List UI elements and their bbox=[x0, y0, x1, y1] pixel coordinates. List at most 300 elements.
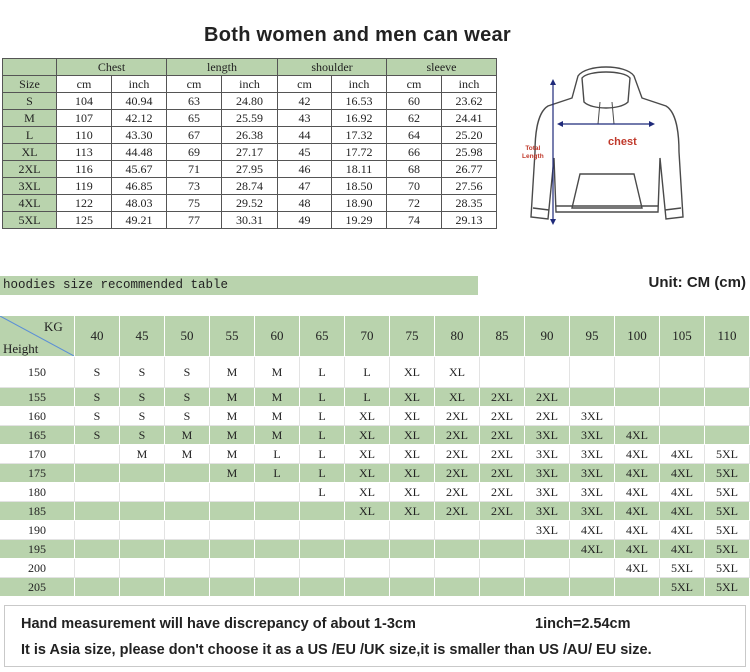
recommended-size-cell: 4XL bbox=[660, 521, 705, 540]
unit-header-cell: inch bbox=[112, 76, 167, 93]
measurement-cell: 23.62 bbox=[442, 93, 497, 110]
recommended-size-cell: M bbox=[210, 388, 255, 407]
recommended-size-cell bbox=[75, 578, 120, 597]
recommended-size-cell: XL bbox=[345, 426, 390, 445]
recommended-size-cell: 2XL bbox=[435, 502, 480, 521]
height-label: Height bbox=[3, 341, 39, 356]
size-row bbox=[3, 93, 497, 110]
unit-header-cell: cm bbox=[387, 76, 442, 93]
recommended-size-cell bbox=[390, 540, 435, 559]
recommended-size-cell: 2XL bbox=[435, 445, 480, 464]
weight-header-cell: 95 bbox=[570, 316, 615, 357]
recommended-size-cell: 4XL bbox=[615, 559, 660, 578]
kg-height-corner bbox=[0, 316, 75, 357]
size-label-cell: 4XL bbox=[3, 195, 57, 212]
recommended-size-cell bbox=[615, 357, 660, 388]
recommended-size-cell: 3XL bbox=[525, 464, 570, 483]
inch-conversion-note: 1inch=2.54cm bbox=[535, 616, 631, 632]
recommended-size-cell: 3XL bbox=[570, 464, 615, 483]
height-cell: 150 bbox=[0, 357, 75, 388]
recommended-size-cell bbox=[75, 559, 120, 578]
measurement-cell: 43.30 bbox=[112, 127, 167, 144]
height-row bbox=[0, 502, 750, 521]
measurement-cell: 69 bbox=[167, 144, 222, 161]
measurement-cell: 25.20 bbox=[442, 127, 497, 144]
recommended-size-cell bbox=[705, 357, 750, 388]
height-row bbox=[0, 445, 750, 464]
recommended-size-cell bbox=[120, 483, 165, 502]
recommended-size-cell: 3XL bbox=[525, 521, 570, 540]
measurement-cell: 18.90 bbox=[332, 195, 387, 212]
recommended-size-cell bbox=[75, 464, 120, 483]
recommended-size-cell bbox=[255, 578, 300, 597]
recommended-size-cell bbox=[210, 483, 255, 502]
weight-header-cell: 55 bbox=[210, 316, 255, 357]
group-chest: Chest bbox=[57, 59, 167, 76]
height-cell: 180 bbox=[0, 483, 75, 502]
recommended-size-cell: M bbox=[255, 407, 300, 426]
height-cell: 190 bbox=[0, 521, 75, 540]
recommended-size-cell: XL bbox=[435, 357, 480, 388]
recommended-size-cell: XL bbox=[345, 407, 390, 426]
measurement-cell: 48 bbox=[278, 195, 332, 212]
recommended-size-cell: 4XL bbox=[570, 521, 615, 540]
recommended-size-cell: M bbox=[255, 357, 300, 388]
recommended-size-cell: XL bbox=[345, 445, 390, 464]
measurement-cell: 18.11 bbox=[332, 161, 387, 178]
recommended-size-cell bbox=[300, 521, 345, 540]
total-length-label-line1: Total bbox=[525, 145, 541, 152]
measurement-cell: 70 bbox=[387, 178, 442, 195]
size-row bbox=[3, 212, 497, 229]
recommended-size-cell bbox=[345, 578, 390, 597]
recommended-size-cell bbox=[480, 559, 525, 578]
recommended-size-cell bbox=[165, 464, 210, 483]
size-label-cell: 5XL bbox=[3, 212, 57, 229]
recommended-size-cell bbox=[705, 407, 750, 426]
measurement-cell: 18.50 bbox=[332, 178, 387, 195]
recommended-size-cell bbox=[660, 388, 705, 407]
recommended-size-cell bbox=[435, 559, 480, 578]
recommended-size-cell: M bbox=[210, 407, 255, 426]
recommended-size-cell: 4XL bbox=[660, 464, 705, 483]
recommended-size-cell: 4XL bbox=[615, 483, 660, 502]
recommended-size-cell bbox=[525, 559, 570, 578]
total-length-label-line2: Length bbox=[522, 153, 544, 160]
recommended-size-cell bbox=[390, 521, 435, 540]
measurement-cell: 45 bbox=[278, 144, 332, 161]
height-cell: 185 bbox=[0, 502, 75, 521]
recommended-size-cell: 4XL bbox=[615, 540, 660, 559]
height-row bbox=[0, 540, 750, 559]
measurement-cell: 62 bbox=[387, 110, 442, 127]
recommended-size-cell: 2XL bbox=[435, 407, 480, 426]
measurement-cell: 42 bbox=[278, 93, 332, 110]
group-length: length bbox=[167, 59, 278, 76]
recommended-size-cell: 5XL bbox=[705, 559, 750, 578]
recommended-size-cell: 3XL bbox=[570, 407, 615, 426]
recommended-size-cell: 2XL bbox=[480, 407, 525, 426]
recommended-size-cell bbox=[255, 521, 300, 540]
measurement-cell: 125 bbox=[57, 212, 112, 229]
weight-header-cell: 50 bbox=[165, 316, 210, 357]
recommended-size-cell: M bbox=[255, 388, 300, 407]
measurement-cell: 16.53 bbox=[332, 93, 387, 110]
height-cell: 160 bbox=[0, 407, 75, 426]
recommended-size-cell: L bbox=[300, 407, 345, 426]
measurement-cell: 73 bbox=[167, 178, 222, 195]
recommended-size-cell bbox=[435, 540, 480, 559]
measurement-cell: 65 bbox=[167, 110, 222, 127]
measurement-cell: 44.48 bbox=[112, 144, 167, 161]
recommended-size-cell: S bbox=[120, 407, 165, 426]
measurement-cell: 43 bbox=[278, 110, 332, 127]
height-cell: 200 bbox=[0, 559, 75, 578]
recommended-size-cell: 2XL bbox=[480, 388, 525, 407]
recommended-size-cell: L bbox=[345, 357, 390, 388]
recommended-size-cell bbox=[120, 559, 165, 578]
size-table-unit-header bbox=[3, 76, 497, 93]
size-row bbox=[3, 161, 497, 178]
measurement-cell: 107 bbox=[57, 110, 112, 127]
recommended-size-cell: 3XL bbox=[570, 426, 615, 445]
recommended-size-cell: XL bbox=[390, 407, 435, 426]
recommended-size-cell bbox=[165, 559, 210, 578]
measurement-cell: 26.77 bbox=[442, 161, 497, 178]
recommended-size-cell bbox=[480, 357, 525, 388]
recommended-size-cell: 4XL bbox=[615, 445, 660, 464]
recommended-size-cell bbox=[120, 502, 165, 521]
recommended-size-cell: 5XL bbox=[660, 578, 705, 597]
recommended-size-cell bbox=[660, 357, 705, 388]
recommended-size-cell bbox=[165, 578, 210, 597]
recommended-size-cell: 4XL bbox=[615, 502, 660, 521]
recommended-size-cell: S bbox=[75, 357, 120, 388]
measurement-cell: 42.12 bbox=[112, 110, 167, 127]
recommended-size-cell: L bbox=[300, 483, 345, 502]
recommended-size-cell: XL bbox=[390, 464, 435, 483]
recommended-size-cell bbox=[615, 407, 660, 426]
recommended-size-cell: L bbox=[300, 445, 345, 464]
height-row bbox=[0, 483, 750, 502]
size-row bbox=[3, 144, 497, 161]
recommended-size-cell: 5XL bbox=[705, 578, 750, 597]
height-row bbox=[0, 407, 750, 426]
measurement-cell: 24.41 bbox=[442, 110, 497, 127]
measurement-cell: 49.21 bbox=[112, 212, 167, 229]
chest-label: chest bbox=[608, 136, 637, 148]
measurement-cell: 40.94 bbox=[112, 93, 167, 110]
recommended-size-cell bbox=[300, 540, 345, 559]
recommended-size-cell: 4XL bbox=[660, 540, 705, 559]
size-label-cell: 3XL bbox=[3, 178, 57, 195]
recommended-size-cell: 4XL bbox=[570, 540, 615, 559]
recommended-size-cell bbox=[210, 521, 255, 540]
size-row bbox=[3, 178, 497, 195]
recommended-size-cell bbox=[435, 521, 480, 540]
measurement-cell: 46.85 bbox=[112, 178, 167, 195]
measurement-cell: 75 bbox=[167, 195, 222, 212]
weight-header-cell: 70 bbox=[345, 316, 390, 357]
measurement-cell: 60 bbox=[387, 93, 442, 110]
measurement-cell: 46 bbox=[278, 161, 332, 178]
recommended-size-cell bbox=[345, 521, 390, 540]
recommended-size-cell bbox=[210, 540, 255, 559]
recommended-size-cell bbox=[120, 464, 165, 483]
recommended-size-cell bbox=[165, 521, 210, 540]
recommended-size-cell bbox=[525, 540, 570, 559]
recommended-size-cell: 2XL bbox=[435, 426, 480, 445]
recommended-size-cell bbox=[300, 578, 345, 597]
recommended-size-cell: 3XL bbox=[525, 483, 570, 502]
weight-header-cell: 100 bbox=[615, 316, 660, 357]
unit-header-cell: inch bbox=[442, 76, 497, 93]
height-row bbox=[0, 521, 750, 540]
recommended-size-cell bbox=[120, 540, 165, 559]
recommended-size-cell: M bbox=[255, 426, 300, 445]
measurement-cell: 30.31 bbox=[222, 212, 278, 229]
height-row bbox=[0, 357, 750, 388]
recommended-size-cell bbox=[255, 483, 300, 502]
recommended-size-cell: M bbox=[210, 357, 255, 388]
recommended-size-cell: S bbox=[120, 388, 165, 407]
recommended-size-cell bbox=[570, 357, 615, 388]
weight-header-cell: 80 bbox=[435, 316, 480, 357]
recommended-size-cell bbox=[255, 559, 300, 578]
kg-label: KG bbox=[44, 319, 63, 334]
size-label-cell: S bbox=[3, 93, 57, 110]
recommended-size-cell: XL bbox=[345, 483, 390, 502]
recommended-size-cell: 2XL bbox=[435, 464, 480, 483]
measurement-cell: 72 bbox=[387, 195, 442, 212]
recommended-size-cell bbox=[615, 578, 660, 597]
recommended-size-cell: 2XL bbox=[480, 502, 525, 521]
total-length-label bbox=[522, 145, 544, 161]
recommended-size-cell bbox=[300, 502, 345, 521]
recommended-size-cell bbox=[165, 483, 210, 502]
height-row bbox=[0, 388, 750, 407]
recommended-size-cell bbox=[210, 578, 255, 597]
recommended-size-cell: M bbox=[210, 445, 255, 464]
recommended-size-cell: XL bbox=[390, 357, 435, 388]
measurement-cell: 28.74 bbox=[222, 178, 278, 195]
recommended-size-cell bbox=[75, 483, 120, 502]
recommended-size-cell bbox=[345, 540, 390, 559]
recommended-size-cell bbox=[75, 502, 120, 521]
measurement-cell: 67 bbox=[167, 127, 222, 144]
recommended-size-cell bbox=[345, 559, 390, 578]
recommended-size-cell: L bbox=[255, 464, 300, 483]
recommended-size-cell: 3XL bbox=[525, 445, 570, 464]
recommended-size-cell: S bbox=[75, 426, 120, 445]
recommended-size-cell bbox=[435, 578, 480, 597]
recommended-size-cell bbox=[255, 540, 300, 559]
recommended-size-cell: 5XL bbox=[705, 521, 750, 540]
group-shoulder: shoulder bbox=[278, 59, 387, 76]
recommended-size-cell: XL bbox=[390, 388, 435, 407]
height-cell: 175 bbox=[0, 464, 75, 483]
recommended-size-cell bbox=[165, 502, 210, 521]
recommended-size-cell bbox=[390, 559, 435, 578]
recommended-size-cell bbox=[525, 357, 570, 388]
height-row bbox=[0, 578, 750, 597]
height-row bbox=[0, 426, 750, 445]
measurement-cell: 28.35 bbox=[442, 195, 497, 212]
recommended-size-cell bbox=[615, 388, 660, 407]
recommended-size-cell bbox=[300, 559, 345, 578]
measurement-cell: 122 bbox=[57, 195, 112, 212]
measurement-cell: 16.92 bbox=[332, 110, 387, 127]
recommended-size-cell: 2XL bbox=[480, 445, 525, 464]
weight-header-cell: 60 bbox=[255, 316, 300, 357]
measurement-cell: 68 bbox=[387, 161, 442, 178]
unit-header-cell: cm bbox=[167, 76, 222, 93]
recommended-size-cell: XL bbox=[390, 483, 435, 502]
recommended-size-cell bbox=[705, 388, 750, 407]
recommended-size-cell: 4XL bbox=[615, 426, 660, 445]
recommended-size-cell bbox=[75, 445, 120, 464]
measurement-cell: 63 bbox=[167, 93, 222, 110]
measurement-cell: 64 bbox=[387, 127, 442, 144]
recommended-size-cell: L bbox=[300, 357, 345, 388]
measurement-cell: 27.17 bbox=[222, 144, 278, 161]
unit-header-cell: cm bbox=[278, 76, 332, 93]
recommended-size-cell: 4XL bbox=[660, 502, 705, 521]
recommended-size-cell: XL bbox=[345, 502, 390, 521]
measurement-cell: 19.29 bbox=[332, 212, 387, 229]
height-row bbox=[0, 464, 750, 483]
recommended-size-cell bbox=[120, 578, 165, 597]
height-cell: 205 bbox=[0, 578, 75, 597]
unit-header-cell: inch bbox=[332, 76, 387, 93]
weight-header-cell: 75 bbox=[390, 316, 435, 357]
recommended-size-cell: 3XL bbox=[570, 483, 615, 502]
recommended-size-cell: 2XL bbox=[525, 388, 570, 407]
recommended-size-cell: XL bbox=[390, 445, 435, 464]
recommended-size-cell: 5XL bbox=[705, 540, 750, 559]
weight-header-cell: 110 bbox=[705, 316, 750, 357]
height-cell: 195 bbox=[0, 540, 75, 559]
weight-header-row bbox=[0, 316, 750, 357]
recommended-size-cell: 3XL bbox=[525, 426, 570, 445]
weight-header-cell: 85 bbox=[480, 316, 525, 357]
measurement-cell: 29.13 bbox=[442, 212, 497, 229]
recommended-size-cell bbox=[570, 578, 615, 597]
measurement-cell: 113 bbox=[57, 144, 112, 161]
recommended-size-cell bbox=[480, 578, 525, 597]
recommended-size-cell: M bbox=[120, 445, 165, 464]
recommended-size-cell bbox=[480, 521, 525, 540]
recommended-size-cell: L bbox=[300, 426, 345, 445]
recommended-size-table bbox=[0, 316, 750, 597]
size-label-cell: L bbox=[3, 127, 57, 144]
weight-header-cell: 40 bbox=[75, 316, 120, 357]
recommended-size-cell bbox=[255, 502, 300, 521]
recommended-size-cell bbox=[120, 521, 165, 540]
recommended-size-cell bbox=[660, 407, 705, 426]
recommended-size-cell: 5XL bbox=[705, 445, 750, 464]
recommended-size-cell: 5XL bbox=[705, 464, 750, 483]
measurement-cell: 45.67 bbox=[112, 161, 167, 178]
recommended-size-cell: XL bbox=[390, 426, 435, 445]
recommended-size-cell bbox=[525, 578, 570, 597]
recommended-size-cell: 3XL bbox=[570, 502, 615, 521]
notice-box bbox=[4, 605, 746, 667]
recommended-size-cell bbox=[75, 521, 120, 540]
measurement-cell: 49 bbox=[278, 212, 332, 229]
measurement-cell: 17.72 bbox=[332, 144, 387, 161]
recommended-size-cell bbox=[390, 578, 435, 597]
recommended-size-cell bbox=[165, 540, 210, 559]
size-chart-table bbox=[2, 58, 497, 229]
recommended-size-cell: 4XL bbox=[660, 445, 705, 464]
measurement-cell: 25.59 bbox=[222, 110, 278, 127]
measurement-cell: 26.38 bbox=[222, 127, 278, 144]
recommended-size-cell: 4XL bbox=[615, 521, 660, 540]
recommended-size-cell: S bbox=[120, 357, 165, 388]
measurement-cell: 74 bbox=[387, 212, 442, 229]
recommended-size-cell bbox=[210, 502, 255, 521]
recommended-size-cell: S bbox=[120, 426, 165, 445]
recommended-size-cell bbox=[660, 426, 705, 445]
recommended-size-cell: 5XL bbox=[660, 559, 705, 578]
recommended-size-cell: 2XL bbox=[480, 426, 525, 445]
recommended-size-cell: S bbox=[75, 388, 120, 407]
discrepancy-note: Hand measurement will have discrepancy of about 1-3cm bbox=[21, 616, 416, 632]
page-title: Both women and men can wear bbox=[203, 24, 512, 46]
measurement-cell: 44 bbox=[278, 127, 332, 144]
measurement-cell: 27.56 bbox=[442, 178, 497, 195]
weight-header-cell: 65 bbox=[300, 316, 345, 357]
weight-header-cell: 105 bbox=[660, 316, 705, 357]
recommended-size-cell: XL bbox=[435, 388, 480, 407]
size-row bbox=[3, 110, 497, 127]
hoodie-diagram bbox=[516, 62, 696, 232]
recommended-size-cell bbox=[570, 388, 615, 407]
measurement-cell: 110 bbox=[57, 127, 112, 144]
measurement-cell: 77 bbox=[167, 212, 222, 229]
measurement-cell: 27.95 bbox=[222, 161, 278, 178]
recommended-size-cell: M bbox=[210, 464, 255, 483]
unit-header-cell: inch bbox=[222, 76, 278, 93]
measurement-cell: 29.52 bbox=[222, 195, 278, 212]
recommended-size-cell bbox=[570, 559, 615, 578]
recommended-size-cell: 5XL bbox=[705, 483, 750, 502]
size-label-cell: 2XL bbox=[3, 161, 57, 178]
recommended-size-cell bbox=[705, 426, 750, 445]
recommended-size-cell: M bbox=[165, 445, 210, 464]
recommend-table-title: hoodies size recommended table bbox=[0, 276, 478, 295]
measurement-cell: 71 bbox=[167, 161, 222, 178]
recommended-size-cell: 4XL bbox=[615, 464, 660, 483]
size-row bbox=[3, 195, 497, 212]
measurement-cell: 48.03 bbox=[112, 195, 167, 212]
size-row bbox=[3, 127, 497, 144]
recommended-size-cell: 3XL bbox=[570, 445, 615, 464]
size-column-header: Size bbox=[3, 76, 57, 93]
measurement-cell: 17.32 bbox=[332, 127, 387, 144]
unit-header-cell: cm bbox=[57, 76, 112, 93]
size-table-group-header bbox=[3, 59, 497, 76]
height-row bbox=[0, 559, 750, 578]
recommended-size-cell: XL bbox=[390, 502, 435, 521]
size-table-corner bbox=[3, 59, 57, 76]
recommended-size-cell: L bbox=[300, 464, 345, 483]
measurement-cell: 104 bbox=[57, 93, 112, 110]
measurement-cell: 119 bbox=[57, 178, 112, 195]
recommended-size-cell bbox=[210, 559, 255, 578]
recommended-size-cell: S bbox=[165, 407, 210, 426]
